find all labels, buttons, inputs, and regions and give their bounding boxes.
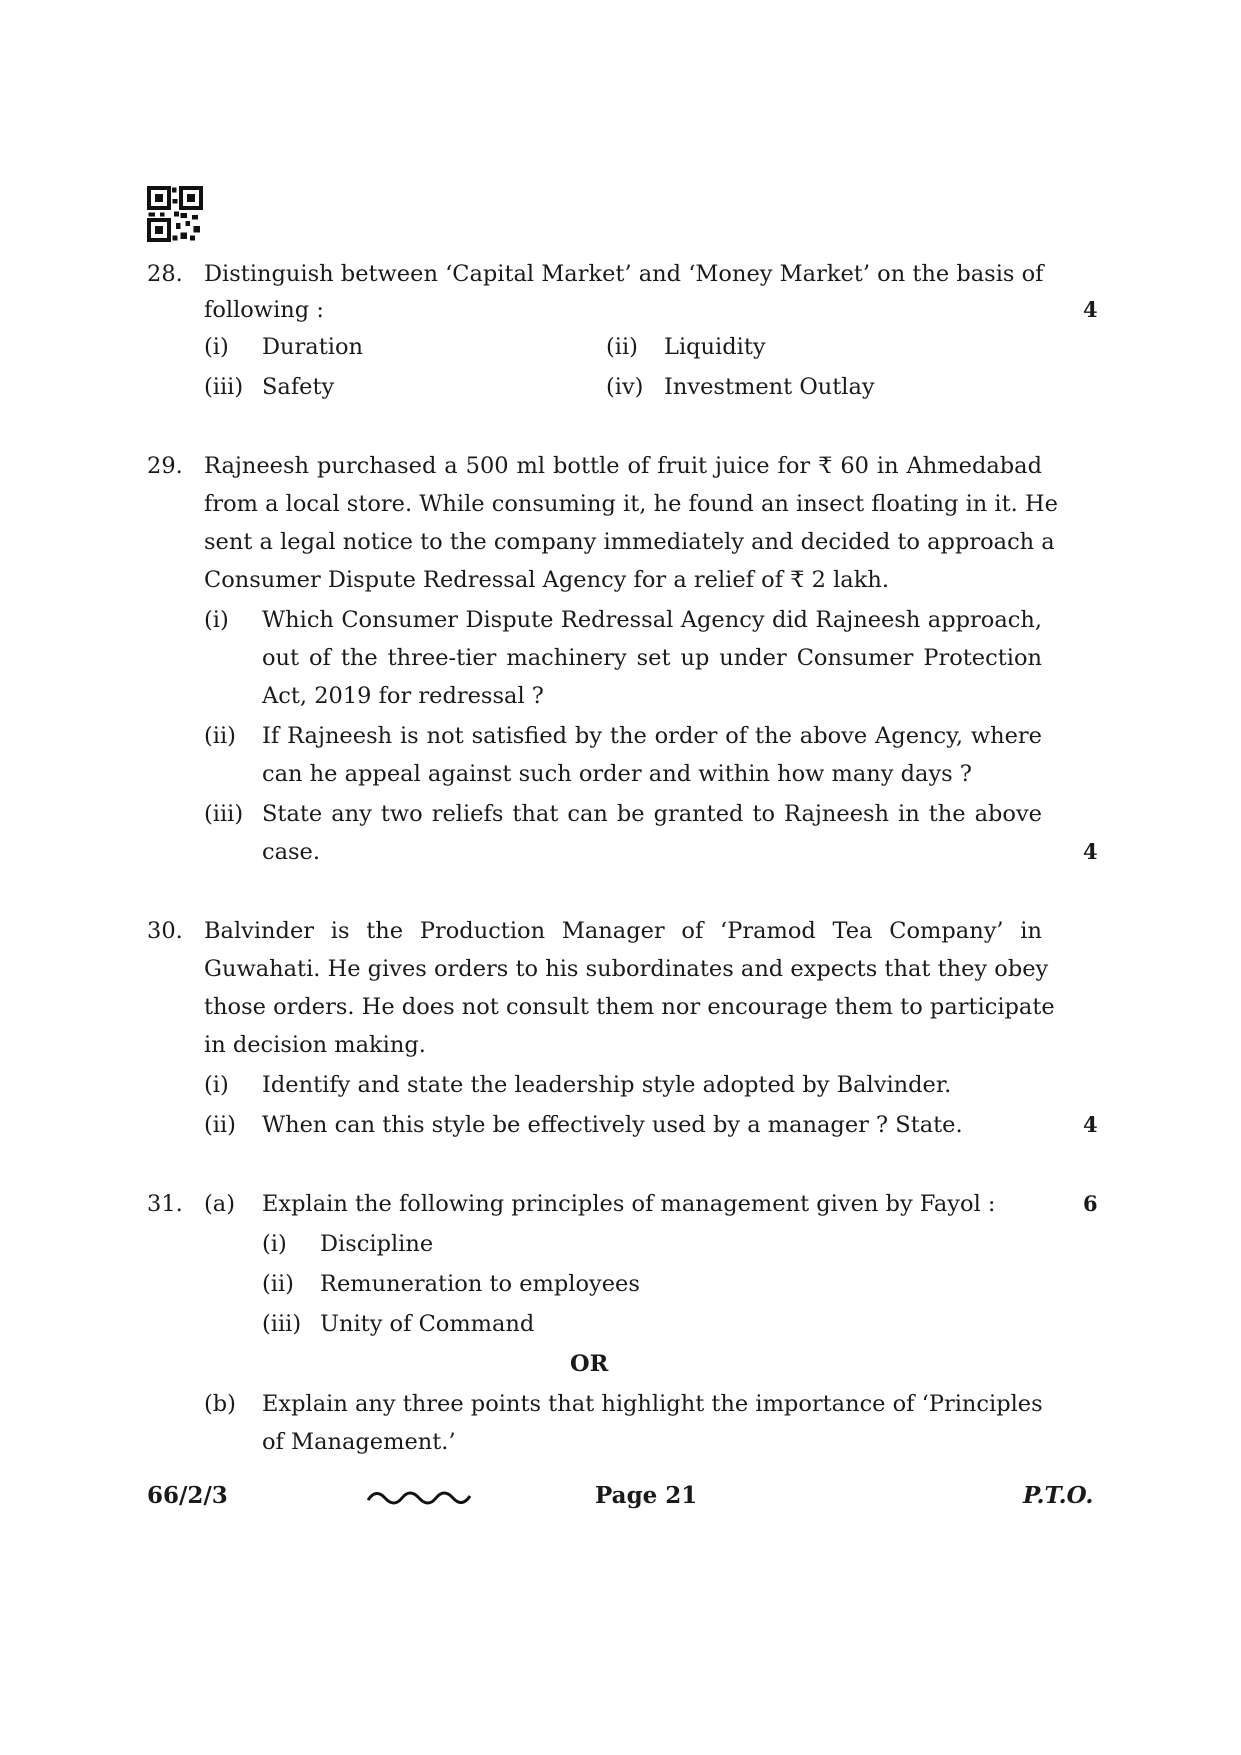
question-text: those orders. He does not consult them nor encourage them to participate [204, 994, 1055, 1020]
question-number: 29. [147, 453, 183, 479]
option-text: Safety [262, 374, 335, 400]
page-number: Page 21 [595, 1482, 698, 1509]
sub-label: (ii) [204, 1112, 236, 1138]
marks: 4 [1083, 839, 1098, 864]
sub-text: State any two reliefs that can be granted to Rajneesh in the above [262, 801, 1042, 827]
or-separator: OR [570, 1351, 609, 1377]
sub-label: (i) [204, 1072, 229, 1098]
part-label: (a) [204, 1191, 235, 1217]
sub-label: (i) [204, 607, 229, 633]
sub-text: can he appeal against such order and within how many days ? [262, 761, 972, 787]
question-text: Distinguish between ‘Capital Market’ and ‘Money Market’ on the basis of [204, 261, 1044, 287]
option-label: (ii) [606, 334, 638, 360]
item-text: Discipline [320, 1231, 434, 1257]
sub-text: out of the three-tier machinery set up under Consumer Protection [262, 645, 1042, 671]
option-label: (iv) [606, 374, 644, 400]
question-text: from a local store. While consuming it, he found an insect floating in it. He [204, 491, 1058, 517]
item-label: (iii) [262, 1311, 302, 1337]
part-text: of Management.’ [262, 1429, 456, 1455]
question-text: following : [204, 297, 324, 323]
sub-text: If Rajneesh is not satisfied by the order of the above Agency, where [262, 723, 1042, 749]
item-text: Unity of Command [320, 1311, 535, 1337]
sub-text: Which Consumer Dispute Redressal Agency did Rajneesh approach, [262, 607, 1042, 633]
item-label: (ii) [262, 1271, 294, 1297]
question-text: in decision making. [204, 1032, 426, 1058]
option-text: Liquidity [664, 334, 766, 360]
question-text: Guwahati. He gives orders to his subordinates and expects that they obey [204, 956, 1049, 982]
marks: 4 [1083, 1112, 1098, 1137]
question-text: Balvinder is the Production Manager of ‘Pramod Tea Company’ in [204, 918, 1042, 944]
option-text: Investment Outlay [664, 374, 875, 400]
marks: 4 [1083, 297, 1098, 322]
item-label: (i) [262, 1231, 287, 1257]
option-text: Duration [262, 334, 363, 360]
sub-label: (ii) [204, 723, 236, 749]
sub-text: When can this style be effectively used by a manager ? State. [262, 1112, 963, 1138]
part-text: Explain the following principles of management given by Fayol : [262, 1191, 996, 1217]
sub-text: case. [262, 839, 321, 865]
part-label: (b) [204, 1391, 236, 1417]
part-text: Explain any three points that highlight the importance of ‘Principles [262, 1391, 1043, 1417]
question-number: 31. [147, 1191, 183, 1217]
sub-text: Act, 2019 for redressal ? [262, 683, 544, 709]
question-text: Rajneesh purchased a 500 ml bottle of fruit juice for ₹ 60 in Ahmedabad [204, 453, 1042, 479]
please-turn-over: P.T.O. [1023, 1482, 1094, 1509]
option-label: (i) [204, 334, 229, 360]
paper-code: 66/2/3 [147, 1482, 228, 1509]
wave-ornament-icon [366, 1486, 472, 1508]
question-number: 30. [147, 918, 183, 944]
qr-code-icon [147, 186, 203, 242]
question-text: Consumer Dispute Redressal Agency for a relief of ₹ 2 lakh. [204, 567, 889, 593]
option-label: (iii) [204, 374, 244, 400]
sub-label: (iii) [204, 801, 244, 827]
item-text: Remuneration to employees [320, 1271, 640, 1297]
question-text: sent a legal notice to the company immediately and decided to approach a [204, 529, 1055, 555]
marks: 6 [1083, 1191, 1098, 1216]
sub-text: Identify and state the leadership style adopted by Balvinder. [262, 1072, 952, 1098]
question-number: 28. [147, 261, 183, 287]
